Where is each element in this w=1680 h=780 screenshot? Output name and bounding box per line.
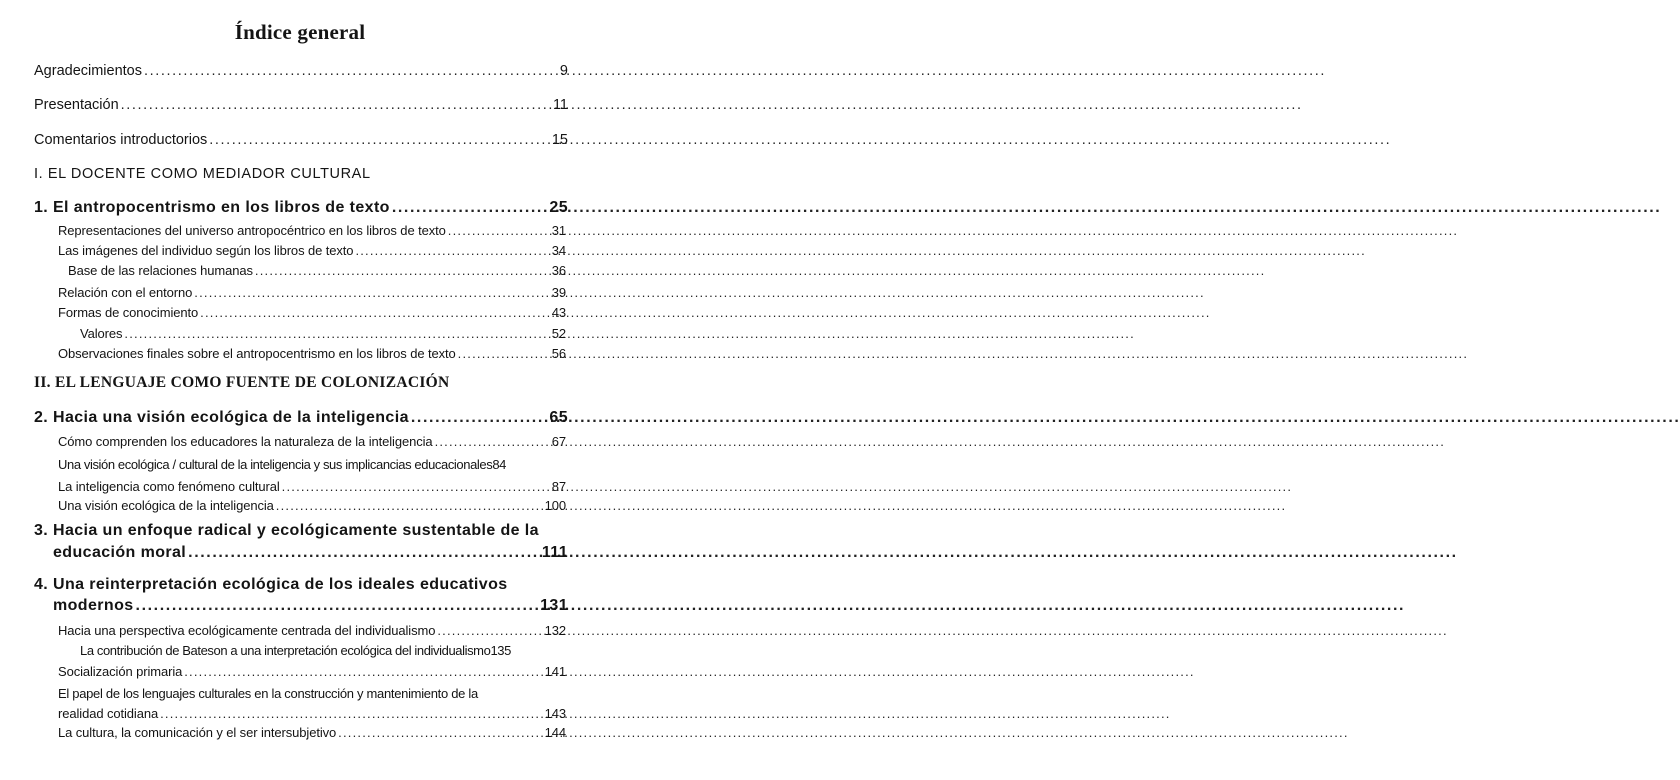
toc-subentry[interactable]	[58, 662, 566, 682]
dot-leader	[338, 723, 542, 743]
dot-leader	[200, 303, 550, 323]
dot-leader	[209, 130, 550, 150]
toc-entry-label: modernos	[53, 597, 134, 614]
toc-subentry[interactable]	[80, 324, 566, 344]
toc-page-number: 52	[551, 326, 566, 341]
toc-entry-presentacion[interactable]	[34, 95, 568, 115]
toc-page-number: 31	[551, 223, 566, 238]
toc-page-number: 36	[551, 263, 566, 278]
toc-subentry[interactable]	[58, 621, 566, 641]
dot-leader	[124, 324, 549, 344]
toc-entry-label: Base de las relaciones humanas	[68, 263, 253, 278]
toc-page-number: 65	[549, 409, 568, 426]
toc-entry-label: Agradecimientos	[34, 63, 142, 79]
dot-leader	[435, 432, 550, 452]
dot-leader	[411, 408, 548, 428]
toc-subentry[interactable]	[58, 283, 566, 303]
toc-chapter-3-line1[interactable]: 3. Hacia un enfoque radical y ecológicamente sustentable de la	[34, 522, 539, 539]
dot-leader	[160, 704, 543, 724]
toc-page-number: 9	[559, 63, 568, 79]
toc-page-number: 100	[544, 498, 566, 513]
toc-subentry[interactable]	[58, 432, 566, 452]
toc-entry-label: Representaciones del universo antropocéntrico en los libros de texto	[58, 223, 446, 238]
toc-chapter-3[interactable]	[53, 543, 568, 563]
toc-entry-label: 2. Hacia una visión ecológica de la inteligencia	[34, 409, 409, 426]
toc-chapter-1[interactable]	[34, 198, 568, 218]
toc-entry-label: Formas de conocimiento	[58, 305, 199, 320]
toc-page-number: 34	[551, 243, 566, 258]
toc-page-number: 87	[551, 479, 566, 494]
toc-entry-label: La inteligencia como fenómeno cultural	[58, 479, 280, 494]
dot-leader	[144, 61, 558, 81]
toc-entry-label: Hacia una perspectiva ecológicamente centrada del individualismo	[58, 623, 436, 638]
toc-entry-label: Las imágenes del individuo según los libros de texto	[58, 243, 354, 258]
toc-entry-label: Cómo comprenden los educadores la naturaleza de la inteligencia	[58, 434, 433, 449]
toc-entry-label: Valores	[80, 326, 123, 341]
toc-subentry[interactable]	[58, 221, 566, 241]
toc-page-number: 132	[544, 623, 566, 638]
toc-subentry[interactable]	[58, 455, 566, 475]
dot-leader	[276, 496, 543, 516]
toc-entry-agradecimientos[interactable]	[34, 61, 568, 81]
dot-leader	[392, 198, 548, 218]
dot-leader	[194, 283, 549, 303]
dot-leader	[458, 344, 550, 364]
toc-entry-label: Una visión ecológica / cultural de la inteligencia y sus implicancias educacionales	[58, 457, 493, 472]
section-heading-1: I. EL DOCENTE COMO MEDIADOR CULTURAL	[34, 166, 371, 182]
toc-page-number: 67	[551, 434, 566, 449]
toc-chapter-4-line1[interactable]: 4. Una reinterpretación ecológica de los ideales educativos	[34, 576, 508, 593]
dot-leader	[184, 662, 542, 682]
toc-entry-label: Comentarios introductorios	[34, 132, 208, 148]
toc-page-number: 111	[541, 544, 568, 561]
toc-subentry[interactable]	[58, 303, 566, 323]
section-heading-2: II. EL LENGUAJE COMO FUENTE DE COLONIZACIÓN	[34, 374, 450, 391]
toc-entry-label: realidad cotidiana	[58, 706, 159, 721]
toc-page-number: 25	[549, 199, 568, 216]
toc-page-number: 131	[540, 597, 568, 614]
toc-page-number: 141	[544, 664, 566, 679]
toc-entry-label: La cultura, la comunicación y el ser intersubjetivo	[58, 725, 337, 740]
toc-entry-label: Una visión ecológica de la inteligencia	[58, 498, 274, 513]
toc-subentry[interactable]	[58, 241, 566, 261]
toc-page-number: 84	[492, 457, 507, 472]
toc-subentry[interactable]	[68, 261, 566, 281]
toc-page-number: 135	[490, 643, 511, 658]
toc-entry-label: La contribución de Bateson a una interpretación ecológica del individualismo	[80, 643, 491, 658]
toc-page-number: 15	[551, 132, 568, 148]
toc-subentry[interactable]	[58, 723, 566, 743]
toc-page-number: 11	[552, 97, 568, 113]
toc-subentry-line1[interactable]: El papel de los lenguajes culturales en la construcción y mantenimiento de la	[58, 686, 478, 701]
dot-leader	[282, 477, 550, 497]
toc-page-number: 43	[551, 305, 566, 320]
toc-entry-label: educación moral	[53, 544, 187, 561]
dot-leader	[437, 621, 542, 641]
toc-entry-label: Relación con el entorno	[58, 285, 193, 300]
toc-chapter-2[interactable]	[34, 408, 568, 428]
dot-leader	[255, 261, 550, 281]
dot-leader	[188, 543, 540, 563]
toc-entry-label: Socialización primaria	[58, 664, 183, 679]
toc-page-number: 143	[544, 706, 566, 721]
toc-page-number: 56	[551, 346, 566, 361]
toc-subentry[interactable]	[58, 704, 566, 724]
toc-chapter-4[interactable]	[53, 596, 568, 616]
page-title: Índice general	[234, 20, 366, 44]
toc-page-number: 144	[544, 725, 566, 740]
toc-entry-label: Presentación	[34, 97, 119, 113]
toc-subentry[interactable]	[58, 477, 566, 497]
toc-subentry[interactable]	[80, 641, 566, 661]
dot-leader	[355, 241, 549, 261]
toc-entry-label: 1. El antropocentrismo en los libros de texto	[34, 199, 390, 216]
toc-subentry[interactable]	[58, 344, 566, 364]
toc-page	[0, 0, 600, 780]
toc-entry-label: Observaciones finales sobre el antropocentrismo en los libros de texto	[58, 346, 456, 361]
dot-leader	[121, 95, 551, 115]
dot-leader	[136, 596, 539, 616]
toc-subentry[interactable]	[58, 496, 566, 516]
toc-entry-comentarios[interactable]	[34, 130, 568, 150]
toc-page-number: 39	[551, 285, 566, 300]
dot-leader	[448, 221, 550, 241]
